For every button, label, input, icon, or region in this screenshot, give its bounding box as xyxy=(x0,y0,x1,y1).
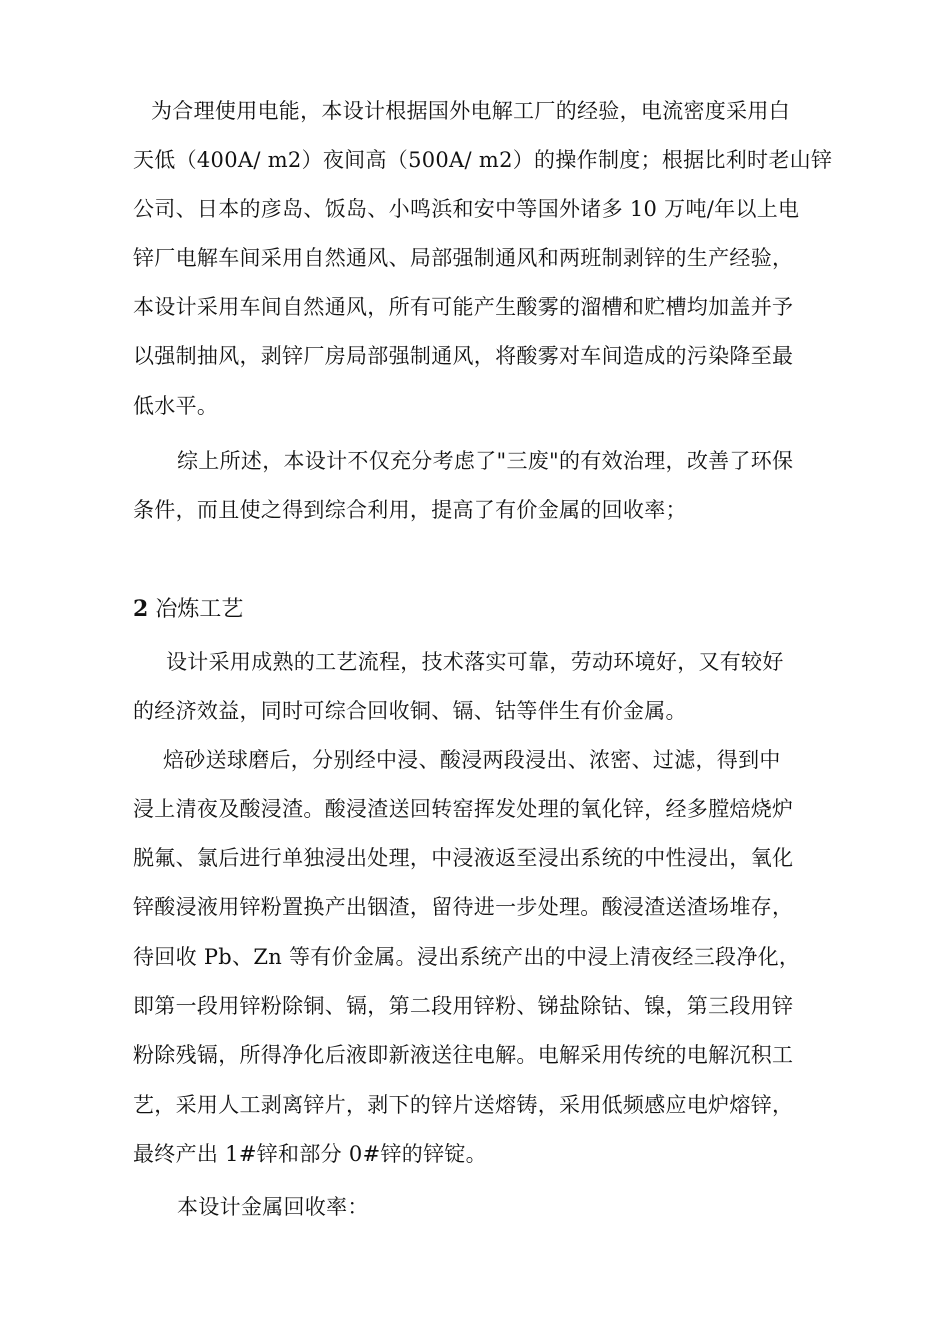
section-heading xyxy=(133,596,243,623)
paragraph-3-line-2: 的经济效益，同时可综合回收铜、镉、钴等伴生有价金属。 xyxy=(133,699,687,723)
paragraph-2-line-1: 综上所述，本设计不仅充分考虑了"三废"的有效治理，改善了环保 xyxy=(177,449,794,473)
paragraph-4-line-7: 粉除残镉，所得净化后液即新液送往电解。电解采用传统的电解沉积工 xyxy=(133,1043,794,1067)
paragraph-4-line-4: 锌酸浸液用锌粉置换产出铟渣，留待进一步处理。酸浸渣送渣场堆存， xyxy=(133,895,794,919)
paragraph-1-line-5: 本设计采用车间自然通风，所有可能产生酸雾的溜槽和贮槽均加盖并予 xyxy=(133,295,794,319)
paragraph-4-line-2: 浸上清夜及酸浸渣。酸浸渣送回转窑挥发处理的氧化锌，经多膛焙烧炉 xyxy=(133,797,794,821)
paragraph-2-line-2: 条件，而且使之得到综合利用，提高了有价金属的回收率； xyxy=(133,498,687,522)
paragraph-4-line-5: 待回收 Pb、Zn 等有价金属。浸出系统产出的中浸上清夜经三段净化， xyxy=(133,945,801,969)
paragraph-4-line-9: 最终产出 1#锌和部分 0#锌的锌锭。 xyxy=(133,1142,487,1166)
paragraph-3-line-1: 设计采用成熟的工艺流程，技术落实可靠，劳动环境好，又有较好 xyxy=(166,650,784,674)
paragraph-1-line-1: 为合理使用电能，本设计根据国外电解工厂的经验，电流密度采用白 xyxy=(151,99,790,123)
paragraph-4-line-6: 即第一段用锌粉除铜、镉，第二段用锌粉、锑盐除钴、镍，第三段用锌 xyxy=(133,994,794,1018)
section-number: 2 xyxy=(133,596,149,622)
paragraph-1-line-3: 公司、日本的彦岛、饭岛、小鸣浜和安中等国外诸多 10 万吨/年以上电 xyxy=(133,197,800,221)
paragraph-4-line-3: 脱氟、氯后进行单独浸出处理，中浸液返至浸出系统的中性浸出，氧化 xyxy=(133,846,794,870)
paragraph-4-line-8: 艺，采用人工剥离锌片，剥下的锌片送熔铸，采用低频感应电炉熔锌， xyxy=(133,1093,794,1117)
paragraph-4-line-1: 焙砂送球磨后，分别经中浸、酸浸两段浸出、浓密、过滤，得到中 xyxy=(163,748,781,772)
paragraph-1-line-2: 天低（400A/ m2）夜间高（500A/ m2）的操作制度；根据比利时老山锌 xyxy=(133,148,833,172)
paragraph-1-line-7: 低水平。 xyxy=(133,394,219,418)
paragraph-1-line-4: 锌厂电解车间采用自然通风、局部强制通风和两班制剥锌的生产经验， xyxy=(133,246,794,270)
section-title: 冶炼工艺 xyxy=(155,597,244,622)
paragraph-1-line-6: 以强制抽风，剥锌厂房局部强制通风，将酸雾对车间造成的污染降至最 xyxy=(133,344,794,368)
paragraph-5-line-1: 本设计金属回收率： xyxy=(177,1195,369,1219)
